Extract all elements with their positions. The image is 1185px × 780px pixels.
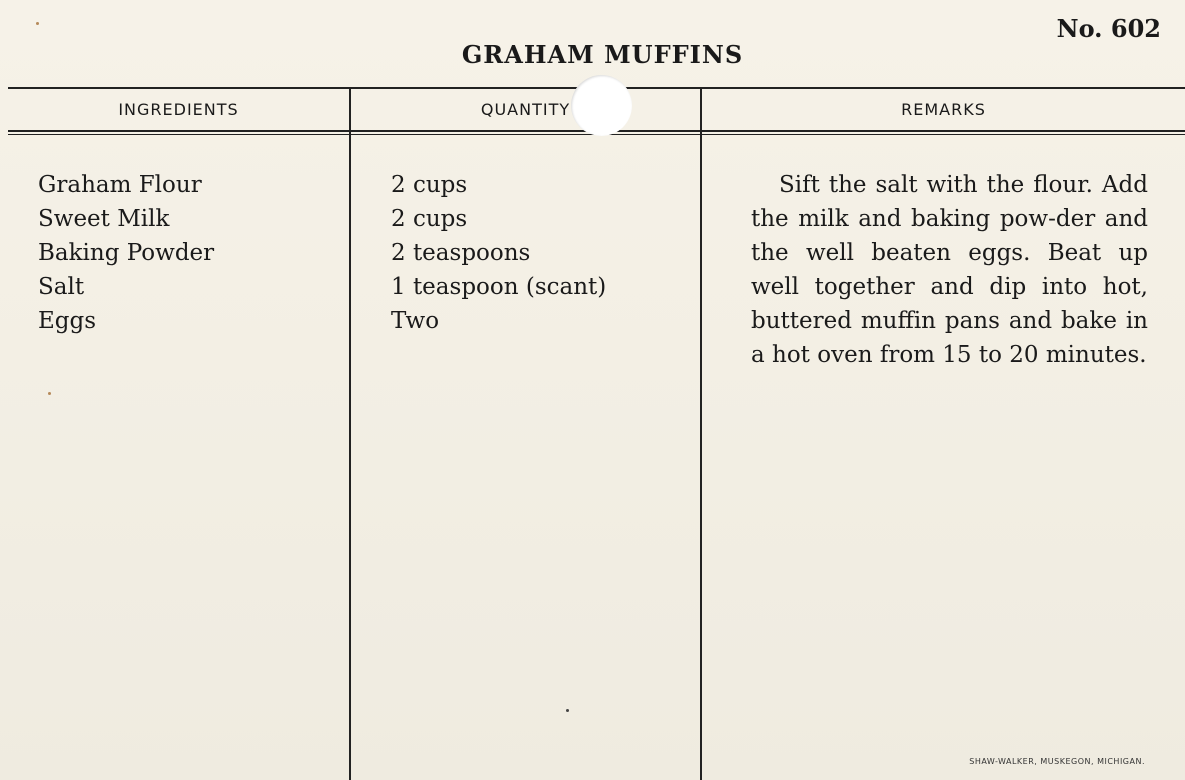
ingredient-item: Eggs xyxy=(38,308,97,334)
ingredient-item: Salt xyxy=(38,274,85,300)
quantity-item: Two xyxy=(391,308,440,334)
card-number: No. 602 xyxy=(1056,14,1161,43)
column-divider-1 xyxy=(349,87,351,780)
ingredient-item: Sweet Milk xyxy=(38,206,170,232)
ingredient-item: Graham Flour xyxy=(38,172,202,198)
quantity-item: 1 teaspoon (scant) xyxy=(391,274,607,300)
paper-speck xyxy=(48,392,51,395)
paper-speck xyxy=(566,709,569,712)
quantity-header: QUANTITY xyxy=(480,100,571,119)
printer-imprint: SHAW-WALKER, MUSKEGON, MICHIGAN. xyxy=(969,757,1145,766)
recipe-title: GRAHAM MUFFINS xyxy=(461,40,744,69)
ingredients-list xyxy=(38,168,214,338)
remarks-header: REMARKS xyxy=(901,100,986,119)
punch-hole xyxy=(571,75,632,136)
ingredient-item: Baking Powder xyxy=(38,240,215,266)
column-divider-2 xyxy=(700,87,702,780)
quantity-item: 2 cups xyxy=(391,206,468,232)
ingredients-header: INGREDIENTS xyxy=(118,100,239,119)
quantity-item: 2 cups xyxy=(391,172,468,198)
paper-speck xyxy=(36,22,39,25)
quantity-item: 2 teaspoons xyxy=(391,240,531,266)
quantities-list xyxy=(391,168,606,338)
remarks-text: Sift the salt with the flour. Add the milk and baking pow-der and the well beaten eggs. Beat up well together and dip into hot, buttered muffin pans and bake in a hot oven from 15 to 20 minutes. xyxy=(751,172,1148,368)
